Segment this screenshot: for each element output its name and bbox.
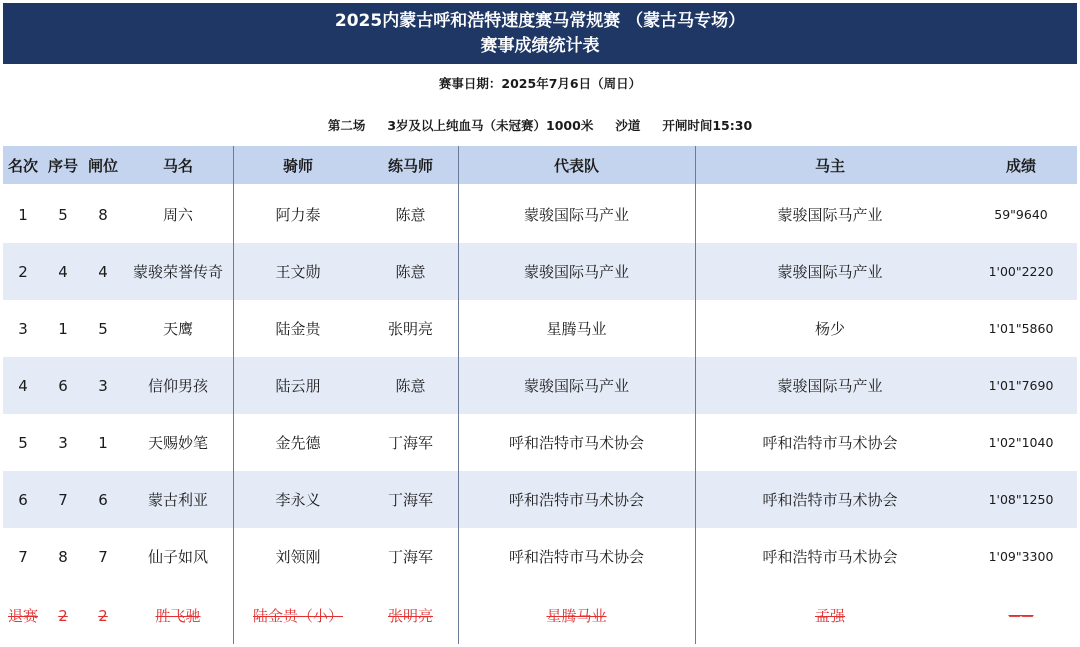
horse-cell: 胜飞驰 xyxy=(155,607,201,625)
jockey-cell: 陆金贵 xyxy=(275,320,321,338)
team-cell: 蒙骏国际马产业 xyxy=(523,377,629,395)
table-row xyxy=(3,186,1077,243)
gate-cell: 4 xyxy=(98,262,108,281)
owner-cell: 呼和浩特市马术协会 xyxy=(762,434,898,452)
rank-cell: 5 xyxy=(18,433,28,452)
table-row xyxy=(3,243,1077,300)
col-team-header: 代表队 xyxy=(553,156,599,175)
column-divider xyxy=(695,146,696,644)
trainer-cell: 张明亮 xyxy=(387,607,433,625)
trainer-cell: 陈意 xyxy=(395,263,426,281)
time-cell: —— xyxy=(1008,608,1034,623)
trainer-cell: 丁海军 xyxy=(387,434,433,452)
col-trainer-header: 练马师 xyxy=(387,156,433,175)
team-cell: 呼和浩特市马术协会 xyxy=(508,548,644,566)
rank-cell: 7 xyxy=(18,547,28,566)
number-cell: 2 xyxy=(58,606,68,625)
time-cell: 1'09"3300 xyxy=(988,549,1054,564)
number-cell: 1 xyxy=(58,319,68,338)
race-category: 3岁及以上纯血马（未冠赛）1000米 xyxy=(387,118,594,133)
time-cell: 1'02"1040 xyxy=(988,435,1054,450)
time-cell: 59"9640 xyxy=(994,207,1048,222)
owner-cell: 蒙骏国际马产业 xyxy=(777,206,883,224)
race-track: 沙道 xyxy=(615,118,641,133)
gate-cell: 1 xyxy=(98,433,108,452)
horse-cell: 仙子如风 xyxy=(147,548,208,566)
team-cell: 呼和浩特市马术协会 xyxy=(508,434,644,452)
horse-cell: 天鹰 xyxy=(162,320,193,338)
rank-cell: 4 xyxy=(18,376,28,395)
jockey-cell: 金先德 xyxy=(275,434,321,452)
team-cell: 星腾马业 xyxy=(546,607,607,625)
number-cell: 5 xyxy=(58,205,68,224)
jockey-cell: 刘领刚 xyxy=(275,548,321,566)
owner-cell: 杨少 xyxy=(814,320,845,338)
race-number: 第二场 xyxy=(327,118,366,133)
team-cell: 蒙骏国际马产业 xyxy=(523,263,629,281)
gate-cell: 2 xyxy=(98,606,108,625)
race-info xyxy=(0,116,1080,134)
gate-cell: 8 xyxy=(98,205,108,224)
table-row-withdrawn xyxy=(3,587,1077,644)
col-gate-header: 闸位 xyxy=(87,156,118,175)
gate-cell: 3 xyxy=(98,376,108,395)
time-cell: 1'00"2220 xyxy=(988,264,1054,279)
number-cell: 3 xyxy=(58,433,68,452)
number-cell: 6 xyxy=(58,376,68,395)
rank-cell: 2 xyxy=(18,262,28,281)
owner-cell: 蒙骏国际马产业 xyxy=(777,377,883,395)
column-divider xyxy=(458,146,459,644)
table-row xyxy=(3,300,1077,357)
number-cell: 8 xyxy=(58,547,68,566)
rank-cell: 1 xyxy=(18,205,28,224)
number-cell: 7 xyxy=(58,490,68,509)
col-jockey-header: 骑师 xyxy=(282,156,313,175)
rank-cell: 3 xyxy=(18,319,28,338)
jockey-cell: 李永义 xyxy=(275,491,321,509)
gate-cell: 6 xyxy=(98,490,108,509)
jockey-cell: 王文勋 xyxy=(275,263,321,281)
rank-cell: 6 xyxy=(18,490,28,509)
team-cell: 蒙骏国际马产业 xyxy=(523,206,629,224)
horse-cell: 蒙骏荣誉传奇 xyxy=(132,263,223,281)
trainer-cell: 丁海军 xyxy=(387,491,433,509)
trainer-cell: 陈意 xyxy=(395,206,426,224)
title-line-2: 赛事成绩统计表 xyxy=(480,35,600,56)
event-date: 赛事日期：2025年7月6日（周日） xyxy=(438,76,642,91)
col-rank-header: 名次 xyxy=(7,156,38,175)
title-line-1: 2025内蒙古呼和浩特速度赛马常规赛 （蒙古马专场） xyxy=(334,10,746,31)
owner-cell: 呼和浩特市马术协会 xyxy=(762,548,898,566)
owner-cell: 呼和浩特市马术协会 xyxy=(762,491,898,509)
team-cell: 呼和浩特市马术协会 xyxy=(508,491,644,509)
col-time-header: 成绩 xyxy=(1005,156,1036,175)
table-row xyxy=(3,357,1077,414)
jockey-cell: 陆金贵（小） xyxy=(252,607,343,625)
owner-cell: 孟强 xyxy=(814,607,845,625)
table-header xyxy=(3,146,1077,184)
jockey-cell: 阿力泰 xyxy=(275,206,321,224)
table-row xyxy=(3,528,1077,585)
owner-cell: 蒙骏国际马产业 xyxy=(777,263,883,281)
horse-cell: 天赐妙笔 xyxy=(147,434,208,452)
rank-cell: 退赛 xyxy=(7,607,38,625)
table-row xyxy=(3,414,1077,471)
gate-cell: 5 xyxy=(98,319,108,338)
horse-cell: 信仰男孩 xyxy=(147,377,208,395)
horse-cell: 蒙古利亚 xyxy=(147,491,208,509)
col-owner-header: 马主 xyxy=(814,156,845,175)
jockey-cell: 陆云朋 xyxy=(275,377,321,395)
number-cell: 4 xyxy=(58,262,68,281)
team-cell: 星腾马业 xyxy=(546,320,607,338)
trainer-cell: 丁海军 xyxy=(387,548,433,566)
time-cell: 1'01"5860 xyxy=(988,321,1054,336)
gate-cell: 7 xyxy=(98,547,108,566)
col-horse-header: 马名 xyxy=(162,156,193,175)
time-cell: 1'08"1250 xyxy=(988,492,1054,507)
trainer-cell: 陈意 xyxy=(395,377,426,395)
table-row xyxy=(3,471,1077,528)
race-start-time: 开闸时间15:30 xyxy=(662,118,753,133)
title-banner xyxy=(3,3,1077,64)
horse-cell: 周六 xyxy=(162,206,193,224)
time-cell: 1'01"7690 xyxy=(988,378,1054,393)
trainer-cell: 张明亮 xyxy=(387,320,433,338)
col-no-header: 序号 xyxy=(47,156,78,175)
column-divider xyxy=(233,146,234,644)
